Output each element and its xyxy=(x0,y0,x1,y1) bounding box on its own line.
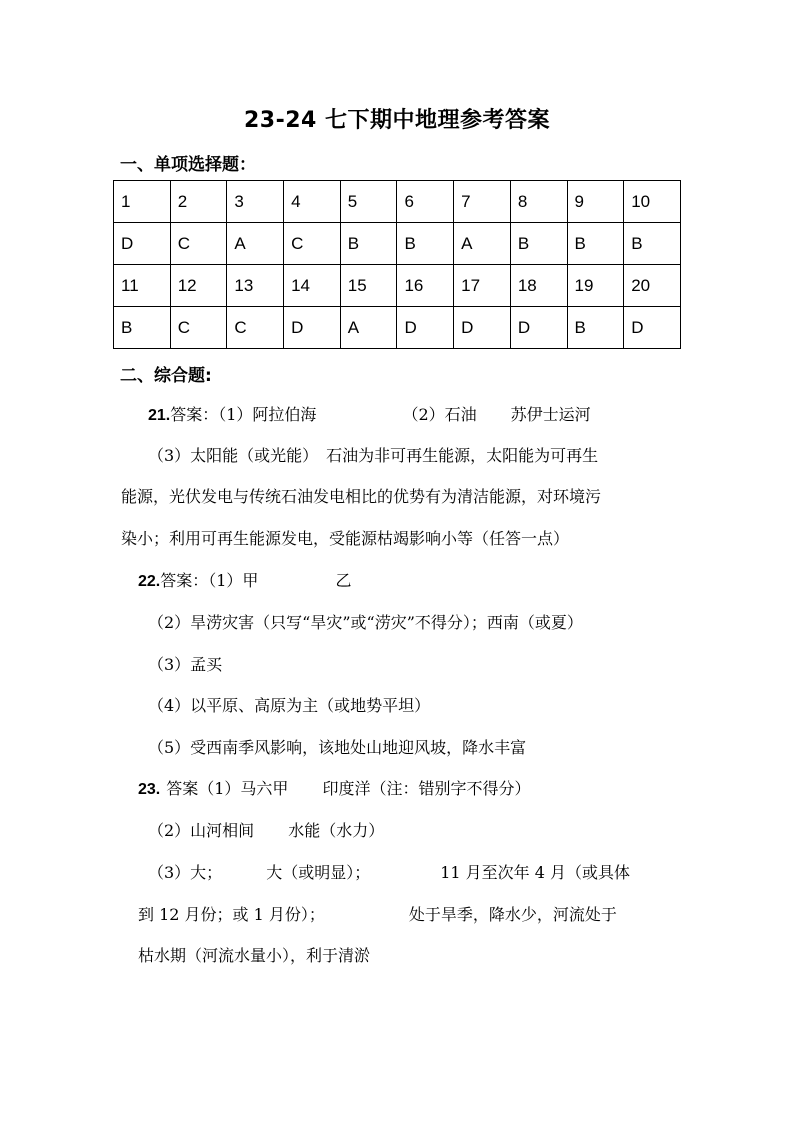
q23-answer-1b: 印度洋（注：错别字不得分） xyxy=(322,779,531,798)
answer-table xyxy=(113,180,681,349)
question-number-cell: 1 xyxy=(114,181,171,223)
q21-answer-2: （2）石油 xyxy=(402,405,477,424)
answer-cell: D xyxy=(397,307,454,349)
q23-answer-1: 答案（1）马六甲 xyxy=(166,779,289,798)
answer-cell: B xyxy=(114,307,171,349)
question-number-cell: 3 xyxy=(227,181,284,223)
q21-answer-3-line2: 能源，光伏发电与传统石油发电相比的优势有为清洁能源，对环境污 xyxy=(121,487,602,506)
q23-answer-3c: 11 月至次年 4 月（或具体 xyxy=(440,863,631,882)
question-number-cell: 13 xyxy=(227,265,284,307)
question-number-cell: 12 xyxy=(170,265,227,307)
q22-line1 xyxy=(138,568,351,591)
q21-answer-3-line3: 染小；利用可再生能源发电，受能源枯竭影响小等（任答一点） xyxy=(121,529,570,548)
question-number-cell: 2 xyxy=(170,181,227,223)
q22-answer-3: （3）孟买 xyxy=(148,655,223,674)
q21-answer-2b: 苏伊士运河 xyxy=(510,405,591,424)
answer-cell: A xyxy=(454,223,511,265)
question-number-cell: 11 xyxy=(114,265,171,307)
q23-answer-3-line2a: 到 12 月份；或 1 月份）； xyxy=(138,905,325,924)
answer-cell: B xyxy=(510,223,567,265)
q22-answer-4: （4）以平原、高原为主（或地势平坦） xyxy=(148,696,431,715)
answer-cell: B xyxy=(567,307,624,349)
q23-line1 xyxy=(138,776,530,799)
answer-cell: B xyxy=(397,223,454,265)
table-row-answers xyxy=(114,307,681,349)
table-row-numbers xyxy=(114,181,681,223)
q23-answer-3b: 大（或明显）； xyxy=(266,863,371,882)
question-number-cell: 5 xyxy=(340,181,397,223)
answer-cell: A xyxy=(340,307,397,349)
question-number-cell: 7 xyxy=(454,181,511,223)
q22-number: 22. xyxy=(138,573,161,590)
q23-number: 23. xyxy=(138,781,161,798)
question-number-cell: 10 xyxy=(624,181,681,223)
answer-cell: B xyxy=(567,223,624,265)
q22-answer-2: （2）旱涝灾害（只写“旱灾”或“涝灾”不得分）；西南（或夏） xyxy=(148,613,583,632)
answer-cell: C xyxy=(170,307,227,349)
question-number-cell: 17 xyxy=(454,265,511,307)
question-number-cell: 19 xyxy=(567,265,624,307)
q21-number: 21. xyxy=(148,407,171,424)
question-number-cell: 18 xyxy=(510,265,567,307)
q21-line1 xyxy=(148,402,591,425)
answer-cell: B xyxy=(340,223,397,265)
q21-answer-1: 答案：（1）阿拉伯海 xyxy=(170,405,317,424)
table-row-answers xyxy=(114,223,681,265)
q23-line3 xyxy=(148,860,630,883)
question-number-cell: 14 xyxy=(284,265,341,307)
question-number-cell: 9 xyxy=(567,181,624,223)
q23-answer-3a: （3）大； xyxy=(148,863,223,882)
q23-line2 xyxy=(148,818,384,841)
answer-cell: C xyxy=(170,223,227,265)
answer-cell: D xyxy=(114,223,171,265)
question-number-cell: 16 xyxy=(397,265,454,307)
question-number-cell: 4 xyxy=(284,181,341,223)
q22-answer-5: （5）受西南季风影响，该地处山地迎风坡，降水丰富 xyxy=(148,738,527,757)
answer-cell: D xyxy=(624,307,681,349)
q22-answer-1: 答案：（1）甲 xyxy=(160,571,259,590)
answer-cell: C xyxy=(227,307,284,349)
question-number-cell: 8 xyxy=(510,181,567,223)
answer-cell: A xyxy=(227,223,284,265)
q23-answer-2b: 水能（水力） xyxy=(288,821,385,840)
section-heading-comprehensive: 二、综合题: xyxy=(120,366,212,386)
answer-cell: D xyxy=(454,307,511,349)
question-number-cell: 20 xyxy=(624,265,681,307)
answer-cell: D xyxy=(284,307,341,349)
page-title: 23-24 七下期中地理参考答案 xyxy=(243,108,551,133)
question-number-cell: 15 xyxy=(340,265,397,307)
q23-answer-3-line3: 枯水期（河流水量小），利于清淤 xyxy=(138,946,371,965)
q21-answer-3-line1: （3）太阳能（或光能） 石油为非可再生能源，太阳能为可再生 xyxy=(148,446,599,465)
answer-cell: D xyxy=(510,307,567,349)
q23-line4 xyxy=(138,902,617,925)
section-heading-choice: 一、单项选择题： xyxy=(120,155,256,175)
answer-cell: B xyxy=(624,223,681,265)
q23-answer-2: （2）山河相间 xyxy=(148,821,255,840)
table-row-numbers xyxy=(114,265,681,307)
q22-answer-1b: 乙 xyxy=(335,571,352,590)
q23-answer-3-line2b: 处于旱季，降水少，河流处于 xyxy=(408,905,617,924)
answer-cell: C xyxy=(284,223,341,265)
question-number-cell: 6 xyxy=(397,181,454,223)
